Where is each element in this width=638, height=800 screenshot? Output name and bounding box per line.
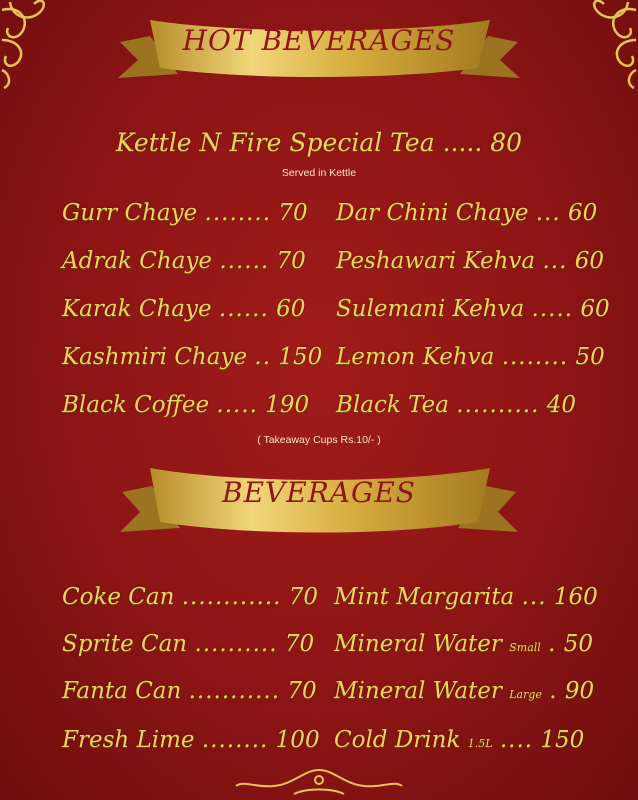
menu-item: [334, 629, 593, 663]
item-dots: .....: [216, 392, 258, 418]
item-price: 70: [284, 631, 315, 657]
item-name: Black Tea: [336, 392, 449, 418]
item-dots: ............: [181, 584, 282, 610]
item-price: 50: [575, 344, 605, 370]
item-name: Kashmiri Chaye: [62, 344, 248, 370]
menu-item: [336, 198, 597, 228]
item-price: 60: [276, 296, 306, 322]
takeaway-cups-note: ( Takeaway Cups Rs.10/- ): [257, 434, 381, 446]
item-name: Gurr Chaye: [62, 200, 198, 226]
item-size: 1.5L: [467, 737, 493, 750]
item-price: 60: [580, 296, 610, 322]
item-dots: .: [548, 631, 557, 657]
menu-item: [62, 725, 320, 755]
bottom-flourish-ornament: [234, 766, 404, 800]
menu-item: [62, 582, 318, 612]
item-name: Coke Can: [62, 584, 175, 610]
item-name: Mint Margarita: [334, 584, 515, 610]
item-dots: ...........: [188, 678, 281, 704]
item-name: Sulemani Kehva: [336, 296, 525, 322]
item-size: Large: [509, 688, 542, 701]
menu-item: [62, 246, 306, 276]
item-dots: ...: [521, 584, 547, 610]
item-price: 90: [564, 678, 595, 704]
menu-item: [336, 390, 576, 420]
hot-beverages-banner: [0, 12, 638, 92]
hot-beverages-title: HOT BEVERAGES: [182, 24, 456, 57]
item-dots: ........: [501, 344, 569, 370]
item-price: 70: [276, 248, 306, 274]
item-price: 190: [265, 392, 310, 418]
item-name: Adrak Chaye: [62, 248, 213, 274]
item-dots: ........: [201, 727, 269, 753]
menu-item: [336, 342, 605, 372]
item-name: Cold Drink: [334, 727, 461, 753]
menu-item: [336, 294, 610, 324]
item-dots: ......: [218, 296, 269, 322]
item-size: Small: [509, 641, 541, 654]
item-price: 70: [288, 584, 319, 610]
item-price: 40: [546, 392, 577, 418]
item-name: Mineral Water: [334, 678, 502, 704]
item-name: Fresh Lime: [62, 727, 195, 753]
menu-item: [62, 294, 305, 324]
item-price: 150: [540, 727, 585, 753]
item-dots: ..: [254, 344, 272, 370]
special-tea-price: 80: [490, 128, 523, 157]
item-price: 70: [278, 200, 308, 226]
menu-item: [336, 246, 604, 276]
menu-item: [62, 342, 322, 372]
item-name: Dar Chini Chaye: [336, 200, 529, 226]
item-dots: ...: [535, 200, 561, 226]
item-dots: .....: [531, 296, 574, 322]
menu-item: [62, 198, 308, 228]
item-price: 150: [278, 344, 323, 370]
item-dots: ..........: [456, 392, 540, 418]
special-tea-item: [0, 128, 638, 157]
item-price: 60: [568, 200, 598, 226]
special-tea-dots: .....: [442, 128, 483, 157]
item-dots: ...: [542, 248, 568, 274]
menu-item: [334, 676, 594, 710]
item-name: Black Coffee: [62, 392, 210, 418]
beverages-banner: [0, 460, 638, 550]
menu-item: [334, 582, 598, 616]
item-dots: ....: [499, 727, 534, 753]
special-tea-name: Kettle N Fire Special Tea: [115, 128, 435, 157]
menu-item: [62, 629, 314, 659]
menu-item: [62, 676, 317, 706]
item-price: 70: [287, 678, 317, 704]
item-dots: .: [549, 678, 558, 704]
item-dots: ..........: [194, 631, 278, 657]
item-price: 60: [574, 248, 604, 274]
item-name: Mineral Water: [334, 631, 502, 657]
item-price: 50: [563, 631, 594, 657]
item-dots: ........: [204, 200, 272, 226]
menu-item: [334, 725, 584, 759]
item-name: Peshawari Kehva: [336, 248, 536, 274]
served-in-kettle-note: Served in Kettle: [281, 167, 357, 179]
item-name: Sprite Can: [62, 631, 188, 657]
item-name: Karak Chaye: [62, 296, 212, 322]
item-price: 160: [553, 584, 598, 610]
item-name: Fanta Can: [62, 678, 182, 704]
beverages-title: BEVERAGES: [222, 476, 416, 509]
menu-item: [62, 390, 309, 420]
item-name: Lemon Kehva: [336, 344, 495, 370]
item-price: 100: [275, 727, 320, 753]
item-dots: ......: [219, 248, 270, 274]
